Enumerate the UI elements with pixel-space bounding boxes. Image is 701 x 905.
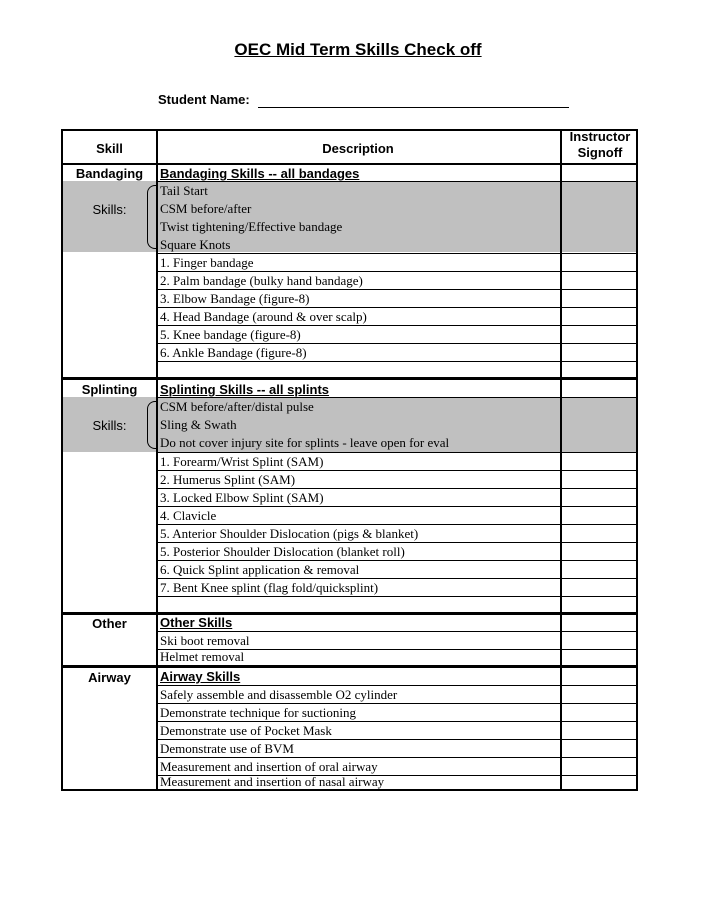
section-heading-splinting: Splinting Skills -- all splints	[160, 382, 330, 397]
section-label-splinting: Splinting	[81, 382, 138, 397]
row-divider	[156, 596, 636, 597]
page-title: OEC Mid Term Skills Check off	[234, 40, 482, 59]
header-signoff	[562, 129, 638, 161]
splinting-item: 5. Posterior Shoulder Dislocation (blanket roll)	[160, 544, 405, 559]
student-name-field[interactable]	[258, 107, 569, 108]
splinting-item: 1. Forearm/Wrist Splint (SAM)	[160, 454, 324, 469]
section-heading-bandaging: Bandaging Skills -- all bandages	[160, 166, 360, 181]
bandaging-item: 2. Palm bandage (bulky hand bandage)	[160, 273, 363, 288]
splinting-item: 4. Clavicle	[160, 508, 217, 523]
section-divider	[63, 665, 636, 668]
bandaging-item: 5. Knee bandage (figure-8)	[160, 327, 301, 342]
section-label-bandaging: Bandaging	[75, 166, 144, 181]
splinting-skills-label: Skills:	[92, 418, 127, 433]
splinting-skill-item: Do not cover injury site for splints - leave open for eval	[160, 435, 450, 450]
section-divider	[63, 377, 636, 380]
section-heading-other: Other Skills	[160, 615, 233, 630]
airway-item: Demonstrate technique for suctioning	[160, 705, 357, 720]
splinting-brace	[147, 401, 156, 449]
bandaging-skill-item: Twist tightening/Effective bandage	[160, 219, 343, 234]
bandaging-skill-item: CSM before/after	[160, 201, 252, 216]
header-skill: Skill	[96, 141, 123, 156]
bandaging-skill-item: Square Knots	[160, 237, 231, 252]
bandaging-item: 3. Elbow Bandage (figure-8)	[160, 291, 310, 306]
splinting-item: 7. Bent Knee splint (flag fold/quicksplint)	[160, 580, 379, 595]
bandaging-item: 6. Ankle Bandage (figure-8)	[160, 345, 307, 360]
row-divider	[156, 361, 636, 362]
column-divider-skill	[156, 131, 158, 789]
bandaging-skills-label: Skills:	[92, 202, 127, 217]
student-name-label: Student Name:	[158, 92, 250, 107]
bandaging-brace	[147, 185, 156, 249]
other-item: Ski boot removal	[160, 633, 250, 648]
header-signoff-line2: Signoff	[577, 145, 623, 160]
airway-item: Demonstrate use of Pocket Mask	[160, 723, 332, 738]
section-label-other: Other	[92, 616, 127, 631]
section-label-airway: Airway	[88, 670, 131, 685]
header-divider	[63, 163, 636, 165]
section-heading-airway: Airway Skills	[160, 669, 241, 684]
airway-item: Measurement and insertion of nasal airway	[160, 774, 385, 789]
skills-table	[61, 129, 638, 791]
splinting-item: 3. Locked Elbow Splint (SAM)	[160, 490, 324, 505]
bandaging-item: 4. Head Bandage (around & over scalp)	[160, 309, 367, 324]
airway-item: Demonstrate use of BVM	[160, 741, 294, 756]
splinting-skill-item: CSM before/after/distal pulse	[160, 399, 314, 414]
airway-item: Safely assemble and disassemble O2 cylinder	[160, 687, 398, 702]
header-description: Description	[322, 141, 394, 156]
splinting-skill-item: Sling & Swath	[160, 417, 237, 432]
header-signoff-line1: Instructor	[569, 129, 631, 144]
splinting-item: 5. Anterior Shoulder Dislocation (pigs & blanket)	[160, 526, 419, 541]
row-divider	[156, 181, 636, 182]
splinting-item: 2. Humerus Splint (SAM)	[160, 472, 296, 487]
row-divider	[156, 506, 636, 507]
bandaging-item: 1. Finger bandage	[160, 255, 254, 270]
section-divider	[63, 612, 636, 615]
airway-item: Measurement and insertion of oral airway	[160, 759, 378, 774]
column-divider-signoff	[560, 131, 562, 789]
other-item: Helmet removal	[160, 649, 245, 664]
splinting-item: 6. Quick Splint application & removal	[160, 562, 360, 577]
bandaging-skill-item: Tail Start	[160, 183, 208, 198]
